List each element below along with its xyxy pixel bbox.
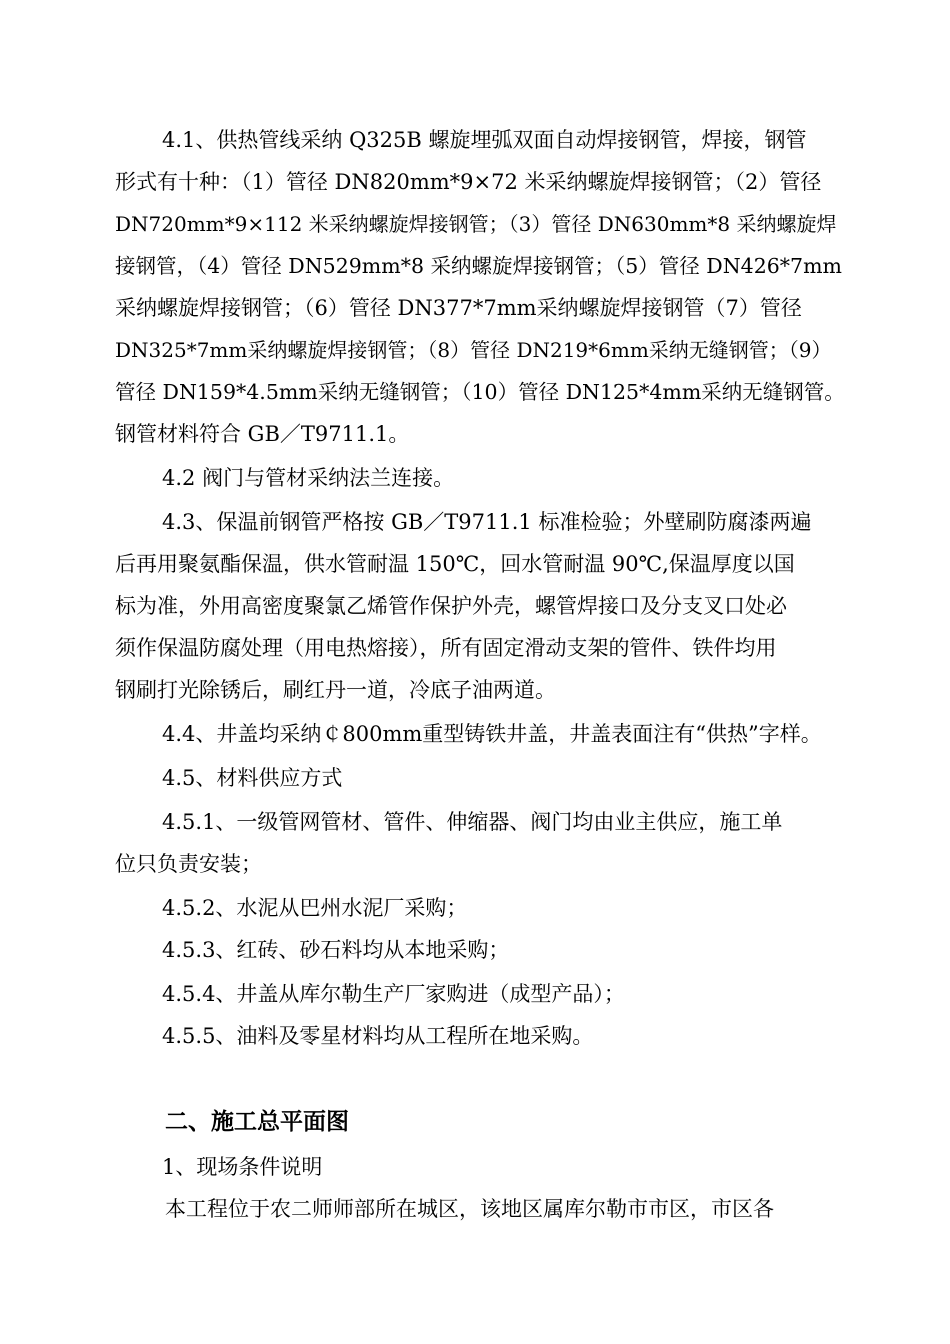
para-4-3-line-4: 须作保温防腐处理（用电热熔接），所有固定滑动支架的管件、铁件均用 [115, 636, 777, 660]
para-4-1-line-8: 钢管材料符合 GB／T9711.1。 [115, 422, 410, 446]
section-heading: 二、施工总平面图 [165, 1109, 349, 1135]
para-4-1-line-4: 接钢管，（4）管径 DN529mm*8 采纳螺旋焊接钢管；（5）管径 DN426*7mm [115, 254, 842, 278]
para-4-1-line-5: 采纳螺旋焊接钢管；（6）管径 DN377*7mm采纳螺旋焊接钢管（7）管径 [115, 296, 802, 320]
para-4-5: 4.5、材料供应方式 [162, 766, 343, 790]
para-4-3-line-1: 4.3、保温前钢管严格按 GB／T9711.1 标准检验；外壁刷防腐漆两遍 [162, 510, 812, 534]
para-4-5-2: 4.5.2、水泥从巴州水泥厂采购； [162, 896, 468, 920]
para-4-1-line-1: 4.1、供热管线采纳 Q325B 螺旋埋弧双面自动焊接钢管，焊接，钢管 [162, 128, 807, 152]
para-4-5-3: 4.5.3、红砖、砂石料均从本地采购； [162, 938, 510, 962]
para-4-5-1-line-1: 4.5.1、一级管网管材、管件、伸缩器、阀门均由业主供应，施工单 [162, 810, 783, 834]
para-4-1-line-3: DN720mm*9×112 米采纳螺旋焊接钢管；（3）管径 DN630mm*8 采纳螺旋焊 [115, 212, 837, 236]
para-4-3-line-2: 后再用聚氨酯保温，供水管耐温 150℃，回水管耐温 90℃,保温厚度以国 [115, 552, 795, 576]
para-4-2: 4.2 阀门与管材采纳法兰连接。 [162, 466, 455, 490]
para-4-3-line-5: 钢刷打光除锈后，刷红丹一道，冷底子油两道。 [115, 678, 556, 702]
para-4-4: 4.4、井盖均采纳￠800mm重型铸铁井盖，井盖表面注有“供热”字样。 [162, 722, 822, 746]
para-4-5-4: 4.5.4、井盖从库尔勒生产厂家购进（成型产品）； [162, 982, 625, 1006]
para-4-3-line-3: 标为准，外用高密度聚氯乙烯管作保护外壳，螺管焊接口及分支叉口处必 [115, 594, 787, 618]
para-4-5-1-line-2: 位只负责安装； [115, 852, 262, 876]
site-conditions-body-line-1: 本工程位于农二师师部所在城区，该地区属库尔勒市市区，市区各 [165, 1197, 774, 1221]
para-4-1-line-7: 管径 DN159*4.5mm采纳无缝钢管；（10）管径 DN125*4mm采纳无缝钢管。 [115, 380, 845, 404]
sub-heading-site-conditions: 1、现场条件说明 [162, 1155, 323, 1179]
para-4-5-5: 4.5.5、油料及零星材料均从工程所在地采购。 [162, 1024, 594, 1048]
para-4-1-line-2: 形式有十种：（1）管径 DN820mm*9×72 米采纳螺旋焊接钢管；（2）管径 [115, 170, 822, 194]
para-4-1-line-6: DN325*7mm采纳螺旋焊接钢管；（8）管径 DN219*6mm采纳无缝钢管；（9） [115, 338, 832, 362]
